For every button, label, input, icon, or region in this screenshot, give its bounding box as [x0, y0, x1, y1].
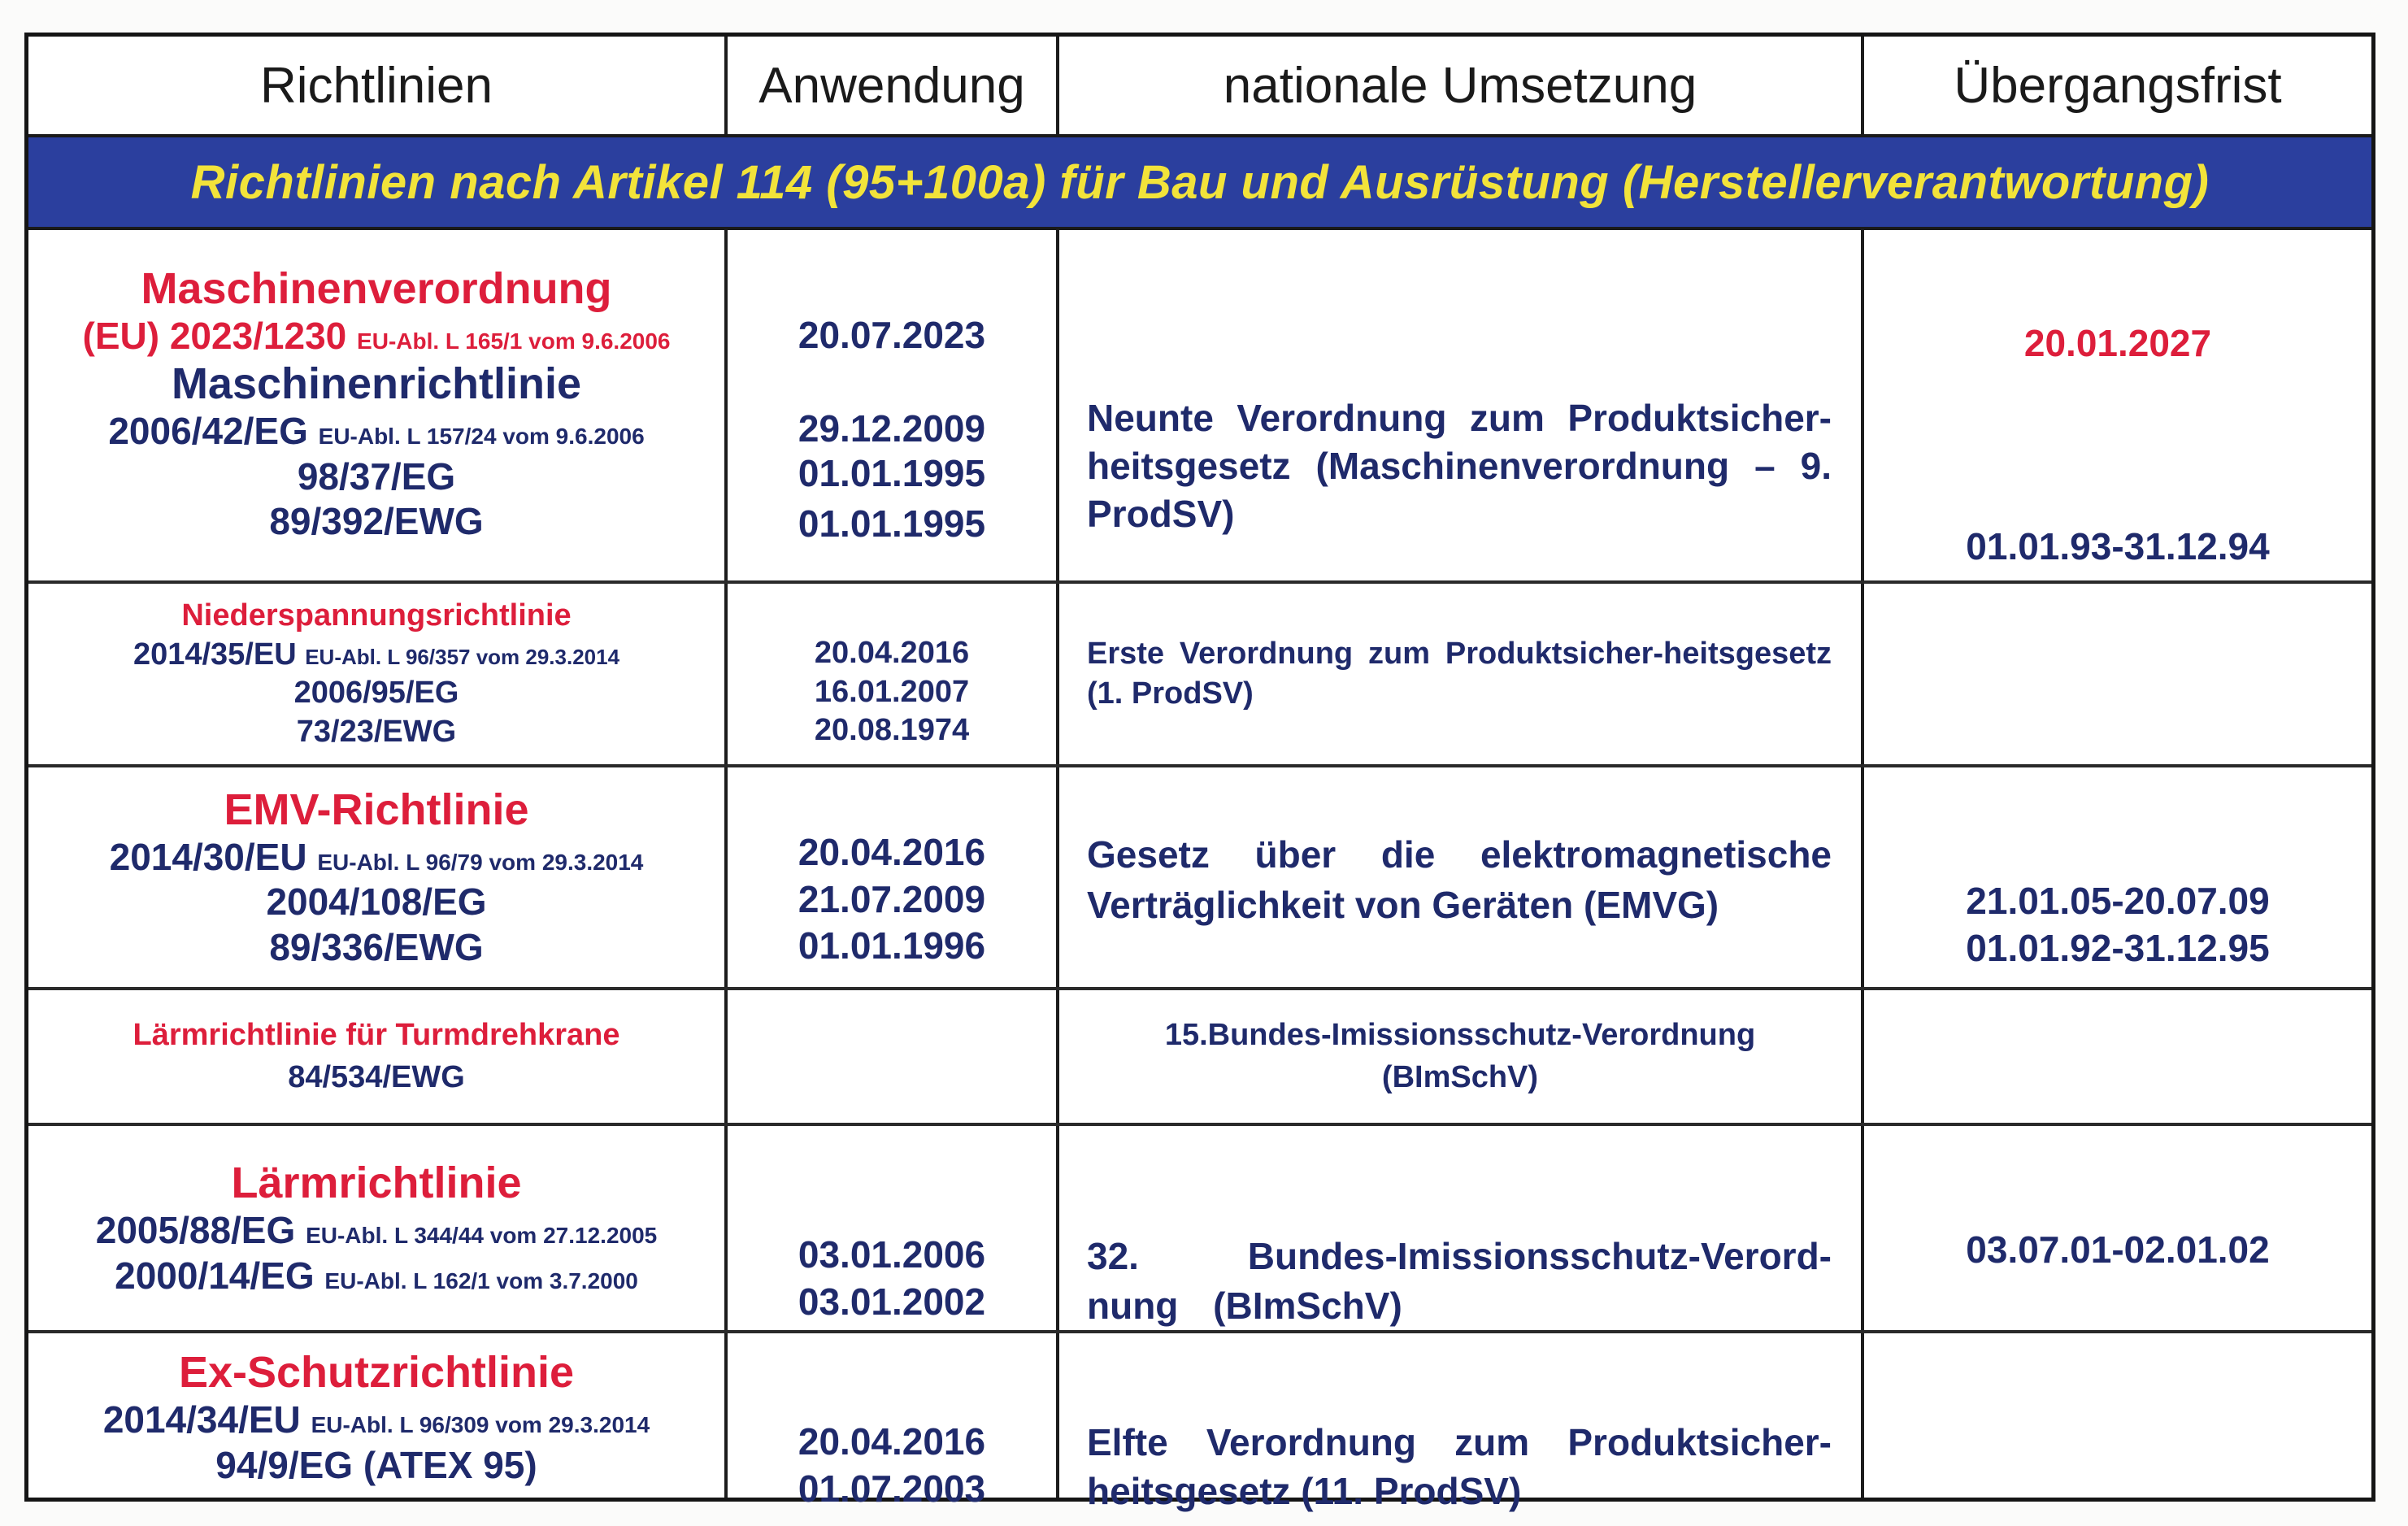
laerm-number-2 — [115, 1254, 638, 1298]
date: 20.08.1974 — [814, 713, 970, 747]
header-richtlinien: Richtlinien — [259, 57, 493, 114]
frist-range: 21.01.05-20.07.09 — [1966, 880, 2270, 922]
row-ex-umsetzung: Elfte Verordnung zum Produktsicher-heitsgesetz (11. ProdSV) — [1087, 1421, 1832, 1512]
number-main: (EU) 2023/1230 — [82, 315, 347, 358]
row-maschinen-umsetzung: Neunte Verordnung zum Produktsicher-heitsgesetz (Maschinenverordnung – 9. ProdSV) — [1087, 397, 1832, 535]
directives-table — [24, 33, 2375, 1512]
maschinenverordnung-number — [83, 314, 671, 359]
eu-abl-reference: EU-Abl. L 96/357 vom 29.3.2014 — [305, 644, 620, 669]
date: 03.01.2006 — [798, 1233, 986, 1276]
directive-number: 84/534/EWG — [288, 1059, 465, 1094]
number-main: 2014/35/EU — [133, 637, 297, 672]
row-maschinen-frist-1: 20.01.2027 — [2023, 322, 2212, 364]
ex-schutz-number — [103, 1398, 650, 1442]
directive-number: 2006/95/EG — [293, 676, 459, 710]
date: 16.01.2007 — [814, 674, 970, 709]
row-nieder-umsetzung: Erste Verordnung zum Produktsicher-heitsgesetz (1. ProdSV) — [1087, 637, 1832, 711]
date: 20.04.2016 — [798, 1420, 986, 1463]
row-maschinen-frist-2: 01.01.93-31.12.94 — [1966, 525, 2270, 567]
row-ex-anwendung — [728, 1419, 1056, 1512]
directive-number: 89/336/EWG — [269, 925, 484, 968]
row-turm-richtlinien — [28, 990, 724, 1123]
maschinenverordnung-title: Maschinenverordnung — [141, 264, 612, 314]
niederspannung-number — [133, 636, 619, 675]
row-nieder-anwendung — [728, 634, 1056, 750]
eu-abl-reference: EU-Abl. L 96/309 vom 29.3.2014 — [311, 1412, 650, 1438]
row-emv-richtlinien — [28, 767, 724, 987]
row-ex-richtlinien — [28, 1333, 724, 1502]
number-main: 2014/30/EU — [109, 836, 307, 879]
row-nieder-richtlinien — [28, 584, 724, 764]
date: 01.01.1996 — [798, 924, 986, 967]
number-main: 2005/88/EG — [95, 1209, 296, 1252]
directive-number: 2004/108/EG — [266, 880, 487, 924]
directive-number: 94/9/EG (ATEX 95) — [215, 1443, 537, 1486]
row-laerm-richtlinien — [28, 1126, 724, 1330]
turmdrehkrane-title: Lärmrichtlinie für Turmdrehkrane — [133, 1018, 620, 1053]
row-maschinen-richtlinien — [28, 227, 724, 580]
eu-abl-reference: EU-Abl. L 344/44 vom 27.12.2005 — [306, 1223, 658, 1249]
number-main: 2014/34/EU — [102, 1398, 301, 1441]
date: 20.07.2023 — [798, 314, 986, 356]
eu-abl-reference: EU-Abl. L 96/79 vom 29.3.2014 — [317, 850, 644, 876]
eu-abl-reference: EU-Abl. L 162/1 vom 3.7.2000 — [324, 1267, 638, 1293]
directive-number: 89/392/EWG — [269, 499, 484, 542]
number-main: 2006/42/EG — [108, 410, 308, 453]
row-emv-umsetzung: Gesetz über die elektromagnetische Verträglichkeit von Geräten (EMVG) — [1087, 833, 1832, 927]
date: 20.04.2016 — [798, 831, 986, 873]
header-frist: Übergangsfrist — [1954, 57, 2282, 114]
date: 03.01.2002 — [798, 1280, 986, 1323]
header-umsetzung: nationale Umsetzung — [1223, 57, 1697, 114]
niederspannung-title: Niederspannungsrichtlinie — [181, 598, 572, 633]
section-band: Richtlinien nach Artikel 114 (95+100a) für Bau und Ausrüstung (Herstellerverantwortung) — [28, 134, 2371, 230]
date: 29.12.2009 — [798, 407, 986, 450]
date: 01.07.2003 — [798, 1467, 986, 1510]
eu-abl-reference: EU-Abl. L 165/1 vom 9.6.2006 — [357, 328, 671, 354]
date: 01.01.1995 — [798, 502, 986, 545]
eu-abl-reference: EU-Abl. L 157/24 vom 9.6.2006 — [318, 424, 645, 450]
row-emv-frist — [1864, 878, 2371, 972]
directive-number: 98/37/EG — [297, 454, 456, 498]
row-laerm-umsetzung: 32. Bundes-Imissionsschutz-Verord-nung (BImSchV) — [1087, 1235, 1832, 1327]
umsetzung-line: (BImSchV) — [1381, 1059, 1539, 1094]
date: 20.04.2016 — [814, 636, 970, 670]
date: 01.01.1995 — [798, 452, 986, 495]
row-turm-umsetzung — [1059, 990, 1861, 1123]
umsetzung-line: 15.Bundes-Imissionsschutz-Verordnung — [1164, 1018, 1756, 1053]
row-laerm-anwendung — [728, 1232, 1056, 1325]
emv-title: EMV-Richtlinie — [224, 785, 529, 835]
ex-schutz-title: Ex-Schutzrichtlinie — [178, 1348, 575, 1398]
laerm-title: Lärmrichtlinie — [231, 1159, 522, 1208]
frist-range: 01.01.92-31.12.95 — [1966, 926, 2270, 969]
row-maschinen-anwendung — [728, 313, 1056, 546]
date: 21.07.2009 — [798, 877, 986, 920]
row-emv-anwendung — [728, 829, 1056, 970]
number-main: 2000/14/EG — [115, 1254, 315, 1297]
emv-number — [110, 835, 644, 880]
directive-number: 73/23/EWG — [296, 714, 457, 749]
header-anwendung: Anwendung — [758, 57, 1025, 114]
row-laerm-frist: 03.07.01-02.01.02 — [1966, 1228, 2270, 1271]
maschinenrichtlinie-title: Maschinenrichtlinie — [171, 359, 582, 409]
laerm-number — [96, 1208, 657, 1253]
maschinenrichtlinie-number — [108, 409, 644, 454]
